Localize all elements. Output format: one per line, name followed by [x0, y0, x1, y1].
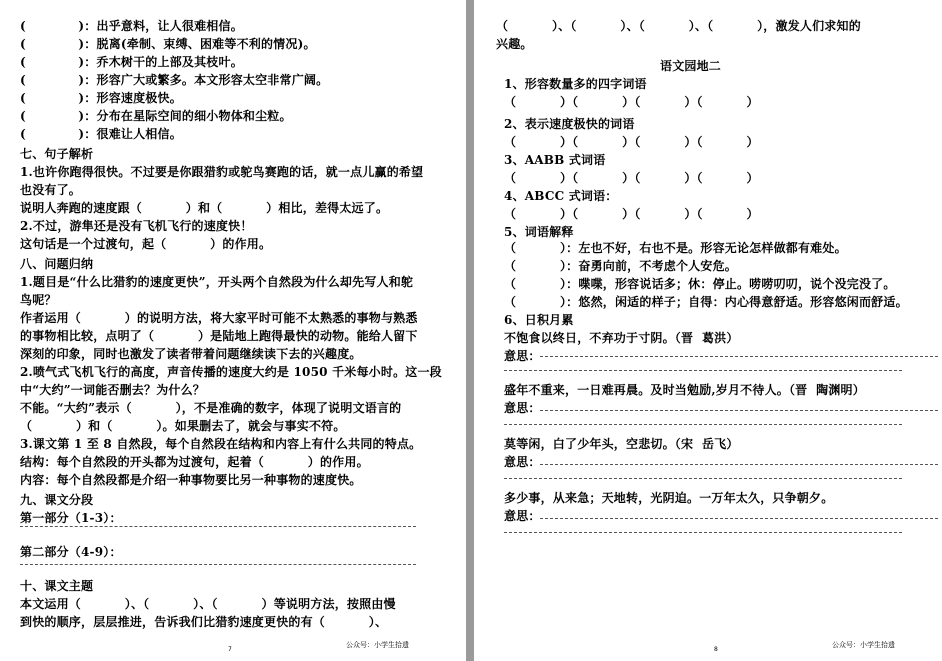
left-text-line: 1.题目是“什么比猎豹的速度更快”，开头两个自然段为什么却先写人和鸵: [20, 275, 414, 289]
left-text-line: 3.课文第 1 至 8 自然段，每个自然段在结构和内容上有什么共同的特点。: [20, 437, 422, 451]
left-text-line: 2.喷气式飞机飞行的高度，声音传播的速度大约是 1050 千米每小时。这一段: [20, 365, 442, 379]
left-text-line: 作者运用（ ）的说明方法，将大家平时可能不太熟悉的事物与熟悉: [20, 311, 418, 325]
right-text-line: 意思：: [504, 509, 541, 523]
right-text-line: 意思：: [504, 401, 541, 415]
left-text-line: 本文运用（ ）、（ ）、（ ）等说明方法，按照由慢: [20, 597, 396, 611]
right-text-line: （ ）：奋勇向前，不考虑个人安危。: [504, 259, 737, 273]
page-divider: [466, 0, 474, 661]
right-text-line: 莫等闲，白了少年头，空悲切。（宋 岳飞）: [504, 437, 739, 451]
right-text-line: 兴趣。: [496, 37, 533, 51]
right-text-line: （ ）：喋喋，形容说话多；休：停止。唠唠叨叨，说个没完没了。: [504, 277, 896, 291]
right-text-line: （ ）（ ）（ ）（ ）: [504, 135, 759, 149]
left-text-line: 第一部分（1-3）：: [20, 511, 122, 525]
left-text-line: 八、问题归纳: [20, 257, 94, 271]
left-text-line: ( )：出乎意料，让人很难相信。: [20, 19, 243, 33]
left-text-line: 不能。“大约”表示（ ），不是准确的数字，体现了说明文语言的: [20, 401, 402, 415]
right-text-line: 4、ABCC 式词语：: [504, 189, 618, 203]
left-text-line: 到快的顺序，层层推进，告诉我们比猎豹速度更快的有（ ）、: [20, 615, 388, 629]
right-text-line: 语文园地二: [660, 59, 722, 73]
right-text-line: 意思：: [504, 455, 541, 469]
answer-line: [20, 526, 416, 527]
left-text-line: ( )：乔木树干的上部及其枝叶。: [20, 55, 243, 69]
left-text-line: ( )：很难让人相信。: [20, 127, 182, 141]
answer-line: [20, 564, 416, 565]
left-text-line: 也没有了。: [20, 183, 82, 197]
left-text-line: 内容：每个自然段都是介绍一种事物要比另一种事物的速度快。: [20, 473, 362, 487]
left-text-line: 第二部分（4-9）：: [20, 545, 122, 559]
answer-line: [504, 370, 902, 371]
answer-line: [504, 478, 902, 479]
answer-line: [540, 518, 938, 519]
footer-label: 公众号：小学生拾遗: [346, 641, 409, 649]
left-text-line: ( )：分布在星际空间的细小物体和尘粒。: [20, 109, 292, 123]
left-text-line: （ ）和（ ）。如果删去了，就会与事实不符。: [20, 419, 346, 433]
left-text-line: 七、句子解析: [20, 147, 94, 161]
answer-line: [504, 424, 902, 425]
left-text-line: 十、课文主题: [20, 579, 94, 593]
left-text-line: 这句话是一个过渡句，起（ ）的作用。: [20, 237, 272, 251]
answer-line: [504, 532, 902, 533]
left-text-line: ( )：形容速度极快。: [20, 91, 182, 105]
answer-line: [540, 464, 938, 465]
right-text-line: 2、表示速度极快的词语: [504, 117, 635, 131]
right-text-line: （ ）（ ）（ ）（ ）: [504, 171, 759, 185]
footer-label: 公众号：小学生拾遗: [832, 641, 895, 649]
left-page: [0, 0, 466, 661]
answer-line: [540, 356, 938, 357]
answer-line: [540, 410, 938, 411]
left-text-line: 1.也许你跑得很快。不过要是你跟猎豹或鸵鸟赛跑的话，就一点儿赢的希望: [20, 165, 424, 179]
left-text-line: 九、课文分段: [20, 493, 94, 507]
right-page: [474, 0, 942, 661]
right-text-line: （ ）（ ）（ ）（ ）: [504, 95, 759, 109]
left-text-line: ( )：形容广大或繁多。本文形容太空非常广阔。: [20, 73, 329, 87]
right-text-line: 6、日积月累: [504, 313, 574, 327]
left-text-line: 结构：每个自然段的开头都为过渡句，起着（ ）的作用。: [20, 455, 369, 469]
right-text-line: 1、形容数量多的四字词语: [504, 77, 647, 91]
page-number: 7: [228, 646, 232, 653]
right-text-line: 5、词语解释: [504, 225, 574, 239]
right-text-line: 意思：: [504, 349, 541, 363]
right-text-line: 盛年不重来，一日难再晨。及时当勉励,岁月不待人。（晋 陶渊明）: [504, 383, 865, 397]
left-text-line: 说明人奔跑的速度跟（ ）和（ ）相比，差得太远了。: [20, 201, 389, 215]
left-text-line: ( )：脱离(牵制、束缚、困难等不利的情况)。: [20, 37, 316, 51]
right-text-line: （ ）：悠然，闲适的样子；自得：内心得意舒适。形容悠闲而舒适。: [504, 295, 908, 309]
right-text-line: （ ）（ ）（ ）（ ）: [504, 207, 759, 221]
right-text-line: 多少事，从来急；天地转，光阴迫。一万年太久，只争朝夕。: [504, 491, 834, 505]
left-text-line: 鸟呢？: [20, 293, 57, 307]
right-text-line: （ ）：左也不好，右也不是。形容无论怎样做都有难处。: [504, 241, 847, 255]
page-number: 8: [714, 646, 718, 653]
left-text-line: 的事物相比较，点明了（ ）是陆地上跑得最快的动物。能给人留下: [20, 329, 418, 343]
left-text-line: 2.不过，游隼还是没有飞机飞行的速度快！: [20, 219, 253, 233]
right-text-line: 不饱食以终日，不弃功于寸阴。（晋 葛洪）: [504, 331, 739, 345]
right-text-line: 3、AABB 式词语: [504, 153, 606, 167]
left-text-line: 深刻的印象，同时也激发了读者带着问题继续读下去的兴趣度。: [20, 347, 362, 361]
right-text-line: （ ）、（ ）、（ ）、（ ），激发人们求知的: [496, 19, 861, 33]
left-text-line: 中“大约”一词能否删去？为什么？: [20, 383, 206, 397]
